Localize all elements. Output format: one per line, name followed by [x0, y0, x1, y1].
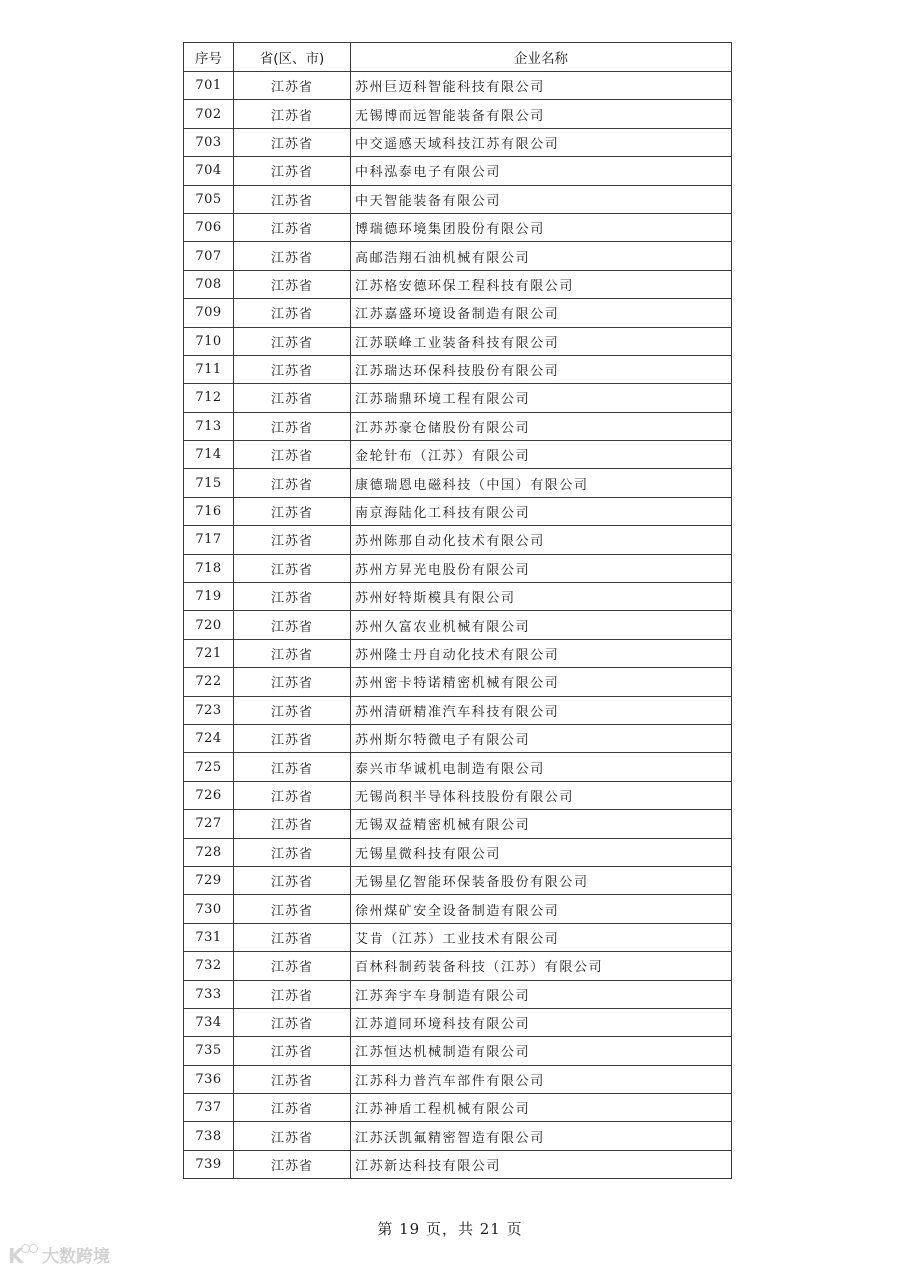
serial-number-cell: 724: [184, 724, 234, 752]
table-row: [184, 980, 732, 1008]
company-name-cell: 江苏新达科技有限公司: [351, 1150, 732, 1178]
company-name-cell: 中科泓泰电子有限公司: [351, 157, 732, 185]
company-name-cell: 苏州好特斯模具有限公司: [351, 583, 732, 611]
table-row: [184, 157, 732, 185]
company-name-cell: 泰兴市华诚机电制造有限公司: [351, 753, 732, 781]
table-row: [184, 923, 732, 951]
province-cell: 江苏省: [234, 497, 351, 525]
province-cell: 江苏省: [234, 242, 351, 270]
watermark-logo-icon: K: [8, 1244, 38, 1266]
province-cell: 江苏省: [234, 1150, 351, 1178]
serial-number-cell: 710: [184, 327, 234, 355]
serial-number-cell: 728: [184, 838, 234, 866]
serial-number-cell: 701: [184, 72, 234, 100]
serial-number-cell: 708: [184, 270, 234, 298]
province-cell: 江苏省: [234, 299, 351, 327]
company-name-cell: 江苏恒达机械制造有限公司: [351, 1037, 732, 1065]
serial-number-cell: 713: [184, 412, 234, 440]
serial-number-cell: 731: [184, 923, 234, 951]
table-row: [184, 384, 732, 412]
serial-number-cell: 704: [184, 157, 234, 185]
province-cell: 江苏省: [234, 157, 351, 185]
company-name-cell: 无锡星亿智能环保装备股份有限公司: [351, 866, 732, 894]
serial-number-cell: 732: [184, 952, 234, 980]
province-cell: 江苏省: [234, 838, 351, 866]
table-row: [184, 895, 732, 923]
table-row: [184, 1065, 732, 1093]
province-cell: 江苏省: [234, 469, 351, 497]
table-row: [184, 185, 732, 213]
table-row: [184, 1094, 732, 1122]
serial-number-cell: 719: [184, 583, 234, 611]
company-name-cell: 江苏苏豪仓储股份有限公司: [351, 412, 732, 440]
company-name-cell: 江苏瑞鼎环境工程有限公司: [351, 384, 732, 412]
table-row: [184, 724, 732, 752]
company-name-cell: 江苏道同环境科技有限公司: [351, 1008, 732, 1036]
province-cell: 江苏省: [234, 781, 351, 809]
province-cell: 江苏省: [234, 270, 351, 298]
company-name-cell: 徐州煤矿安全设备制造有限公司: [351, 895, 732, 923]
table-row: [184, 72, 732, 100]
province-cell: 江苏省: [234, 753, 351, 781]
table-row: [184, 526, 732, 554]
table-row: [184, 753, 732, 781]
company-name-cell: 江苏瑞达环保科技股份有限公司: [351, 355, 732, 383]
serial-number-cell: 703: [184, 128, 234, 156]
table-row: [184, 497, 732, 525]
table-row: [184, 469, 732, 497]
company-name-cell: 中交遥感天域科技江苏有限公司: [351, 128, 732, 156]
province-cell: 江苏省: [234, 866, 351, 894]
table-row: [184, 441, 732, 469]
serial-number-cell: 702: [184, 100, 234, 128]
header-serial-number: 序号: [184, 43, 234, 72]
province-cell: 江苏省: [234, 668, 351, 696]
serial-number-cell: 712: [184, 384, 234, 412]
company-name-cell: 无锡尚积半导体科技股份有限公司: [351, 781, 732, 809]
company-name-cell: 苏州清研精准汽车科技有限公司: [351, 696, 732, 724]
company-name-cell: 高邮浩翔石油机械有限公司: [351, 242, 732, 270]
table-row: [184, 1150, 732, 1178]
province-cell: 江苏省: [234, 384, 351, 412]
company-name-cell: 江苏格安德环保工程科技有限公司: [351, 270, 732, 298]
table-row: [184, 838, 732, 866]
serial-number-cell: 705: [184, 185, 234, 213]
serial-number-cell: 726: [184, 781, 234, 809]
province-cell: 江苏省: [234, 441, 351, 469]
province-cell: 江苏省: [234, 895, 351, 923]
serial-number-cell: 715: [184, 469, 234, 497]
serial-number-cell: 737: [184, 1094, 234, 1122]
province-cell: 江苏省: [234, 724, 351, 752]
table-row: [184, 327, 732, 355]
province-cell: 江苏省: [234, 72, 351, 100]
table-row: [184, 299, 732, 327]
serial-number-cell: 723: [184, 696, 234, 724]
province-cell: 江苏省: [234, 213, 351, 241]
serial-number-cell: 709: [184, 299, 234, 327]
company-name-cell: 南京海陆化工科技有限公司: [351, 497, 732, 525]
province-cell: 江苏省: [234, 100, 351, 128]
table-row: [184, 611, 732, 639]
province-cell: 江苏省: [234, 952, 351, 980]
serial-number-cell: 706: [184, 213, 234, 241]
province-cell: 江苏省: [234, 639, 351, 667]
company-name-cell: 江苏沃凯氟精密智造有限公司: [351, 1122, 732, 1150]
company-name-cell: 江苏科力普汽车部件有限公司: [351, 1065, 732, 1093]
company-name-cell: 江苏奔宇车身制造有限公司: [351, 980, 732, 1008]
table-row: [184, 781, 732, 809]
company-name-cell: 艾肯（江苏）工业技术有限公司: [351, 923, 732, 951]
table-row: [184, 866, 732, 894]
table-row: [184, 668, 732, 696]
province-cell: 江苏省: [234, 923, 351, 951]
serial-number-cell: 707: [184, 242, 234, 270]
table-row: [184, 1037, 732, 1065]
page-number: 第 19 页，共 21 页: [377, 1220, 523, 1238]
province-cell: 江苏省: [234, 1037, 351, 1065]
company-name-cell: 苏州久富农业机械有限公司: [351, 611, 732, 639]
watermark-text: 大数跨境: [42, 1247, 110, 1267]
company-name-cell: 中天智能装备有限公司: [351, 185, 732, 213]
company-name-cell: 无锡博而远智能装备有限公司: [351, 100, 732, 128]
serial-number-cell: 716: [184, 497, 234, 525]
table-row: [184, 554, 732, 582]
serial-number-cell: 711: [184, 355, 234, 383]
province-cell: 江苏省: [234, 355, 351, 383]
table-row: [184, 100, 732, 128]
province-cell: 江苏省: [234, 696, 351, 724]
watermark: [8, 1242, 110, 1267]
company-name-cell: 苏州方昇光电股份有限公司: [351, 554, 732, 582]
company-name-cell: 苏州巨迈科智能科技有限公司: [351, 72, 732, 100]
company-name-cell: 博瑞德环境集团股份有限公司: [351, 213, 732, 241]
province-cell: 江苏省: [234, 1094, 351, 1122]
company-name-cell: 苏州陈那自动化技术有限公司: [351, 526, 732, 554]
table-row: [184, 639, 732, 667]
table-row: [184, 583, 732, 611]
table-row: [184, 412, 732, 440]
table-row: [184, 1008, 732, 1036]
serial-number-cell: 733: [184, 980, 234, 1008]
province-cell: 江苏省: [234, 526, 351, 554]
serial-number-cell: 718: [184, 554, 234, 582]
company-name-cell: 苏州隆士丹自动化技术有限公司: [351, 639, 732, 667]
province-cell: 江苏省: [234, 412, 351, 440]
company-name-cell: 苏州斯尔特微电子有限公司: [351, 724, 732, 752]
province-cell: 江苏省: [234, 1065, 351, 1093]
serial-number-cell: 721: [184, 639, 234, 667]
table-row: [184, 355, 732, 383]
company-name-cell: 金轮针布（江苏）有限公司: [351, 441, 732, 469]
province-cell: 江苏省: [234, 128, 351, 156]
province-cell: 江苏省: [234, 810, 351, 838]
company-name-cell: 百林科制药装备科技（江苏）有限公司: [351, 952, 732, 980]
province-cell: 江苏省: [234, 185, 351, 213]
serial-number-cell: 714: [184, 441, 234, 469]
company-name-cell: 江苏联峰工业装备科技有限公司: [351, 327, 732, 355]
serial-number-cell: 717: [184, 526, 234, 554]
table-row: [184, 213, 732, 241]
table-row: [184, 270, 732, 298]
province-cell: 江苏省: [234, 611, 351, 639]
serial-number-cell: 738: [184, 1122, 234, 1150]
table-row: [184, 242, 732, 270]
province-cell: 江苏省: [234, 583, 351, 611]
serial-number-cell: 729: [184, 866, 234, 894]
table-row: [184, 810, 732, 838]
table-row: [184, 1122, 732, 1150]
table-header-row: [184, 43, 732, 72]
company-name-cell: 康德瑞恩电磁科技（中国）有限公司: [351, 469, 732, 497]
serial-number-cell: 722: [184, 668, 234, 696]
table-row: [184, 696, 732, 724]
serial-number-cell: 739: [184, 1150, 234, 1178]
serial-number-cell: 727: [184, 810, 234, 838]
serial-number-cell: 736: [184, 1065, 234, 1093]
province-cell: 江苏省: [234, 1122, 351, 1150]
serial-number-cell: 735: [184, 1037, 234, 1065]
table-body: [184, 72, 732, 1179]
table-row: [184, 952, 732, 980]
company-name-cell: 江苏嘉盛环境设备制造有限公司: [351, 299, 732, 327]
serial-number-cell: 734: [184, 1008, 234, 1036]
province-cell: 江苏省: [234, 554, 351, 582]
company-list-table: [183, 42, 732, 1179]
header-province: 省(区、市): [234, 43, 351, 72]
company-name-cell: 苏州密卡特诺精密机械有限公司: [351, 668, 732, 696]
serial-number-cell: 730: [184, 895, 234, 923]
company-name-cell: 江苏神盾工程机械有限公司: [351, 1094, 732, 1122]
serial-number-cell: 725: [184, 753, 234, 781]
company-name-cell: 无锡双益精密机械有限公司: [351, 810, 732, 838]
header-company-name: 企业名称: [351, 43, 732, 72]
province-cell: 江苏省: [234, 1008, 351, 1036]
table-row: [184, 128, 732, 156]
province-cell: 江苏省: [234, 327, 351, 355]
serial-number-cell: 720: [184, 611, 234, 639]
province-cell: 江苏省: [234, 980, 351, 1008]
company-name-cell: 无锡星微科技有限公司: [351, 838, 732, 866]
